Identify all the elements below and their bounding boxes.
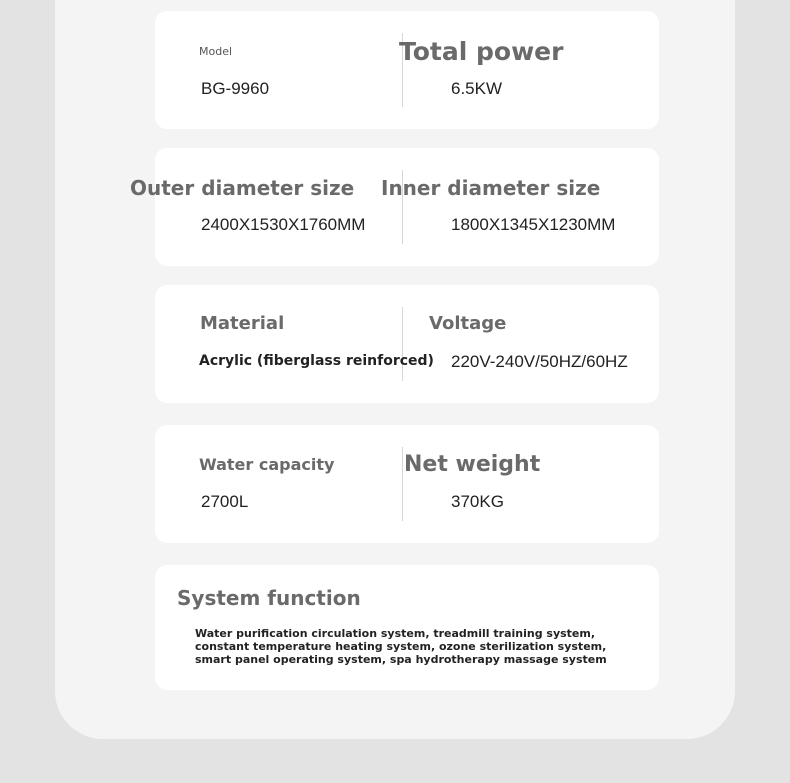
spec-card-material-voltage (155, 285, 659, 403)
outer-diameter-value: 2400X1530X1760MM (201, 215, 366, 234)
inner-diameter-value: 1800X1345X1230MM (451, 215, 616, 234)
material-label: Material (200, 313, 285, 334)
system-function-line: constant temperature heating system, ozone sterilization system, (195, 640, 607, 653)
water-capacity-value: 2700L (201, 492, 249, 511)
card-divider (402, 447, 403, 521)
system-function-line: Water purification circulation system, treadmill training system, (195, 627, 596, 640)
system-function-text (195, 627, 615, 666)
system-function-title: System function (177, 586, 361, 610)
card-divider (402, 307, 403, 381)
net-weight-label: Net weight (404, 452, 541, 477)
model-label: Model (199, 45, 233, 58)
system-function-card (155, 565, 659, 690)
outer-diameter-label: Outer diameter size (130, 176, 355, 200)
inner-diameter-label: Inner diameter size (381, 176, 601, 200)
voltage-label: Voltage (429, 313, 507, 334)
material-value: Acrylic (fiberglass reinforced) (199, 353, 434, 369)
model-value: BG-9960 (201, 79, 270, 98)
total-power-value: 6.5KW (451, 79, 503, 98)
system-function-line: smart panel operating system, spa hydrotherapy massage system (195, 653, 607, 666)
net-weight-value: 370KG (451, 492, 504, 511)
spec-card-model-power (155, 11, 659, 129)
voltage-value: 220V-240V/50HZ/60HZ (451, 352, 628, 371)
spec-card-capacity-weight (155, 425, 659, 543)
water-capacity-label: Water capacity (199, 455, 335, 474)
total-power-label: Total power (399, 37, 564, 66)
spec-card-dimensions (130, 148, 659, 266)
